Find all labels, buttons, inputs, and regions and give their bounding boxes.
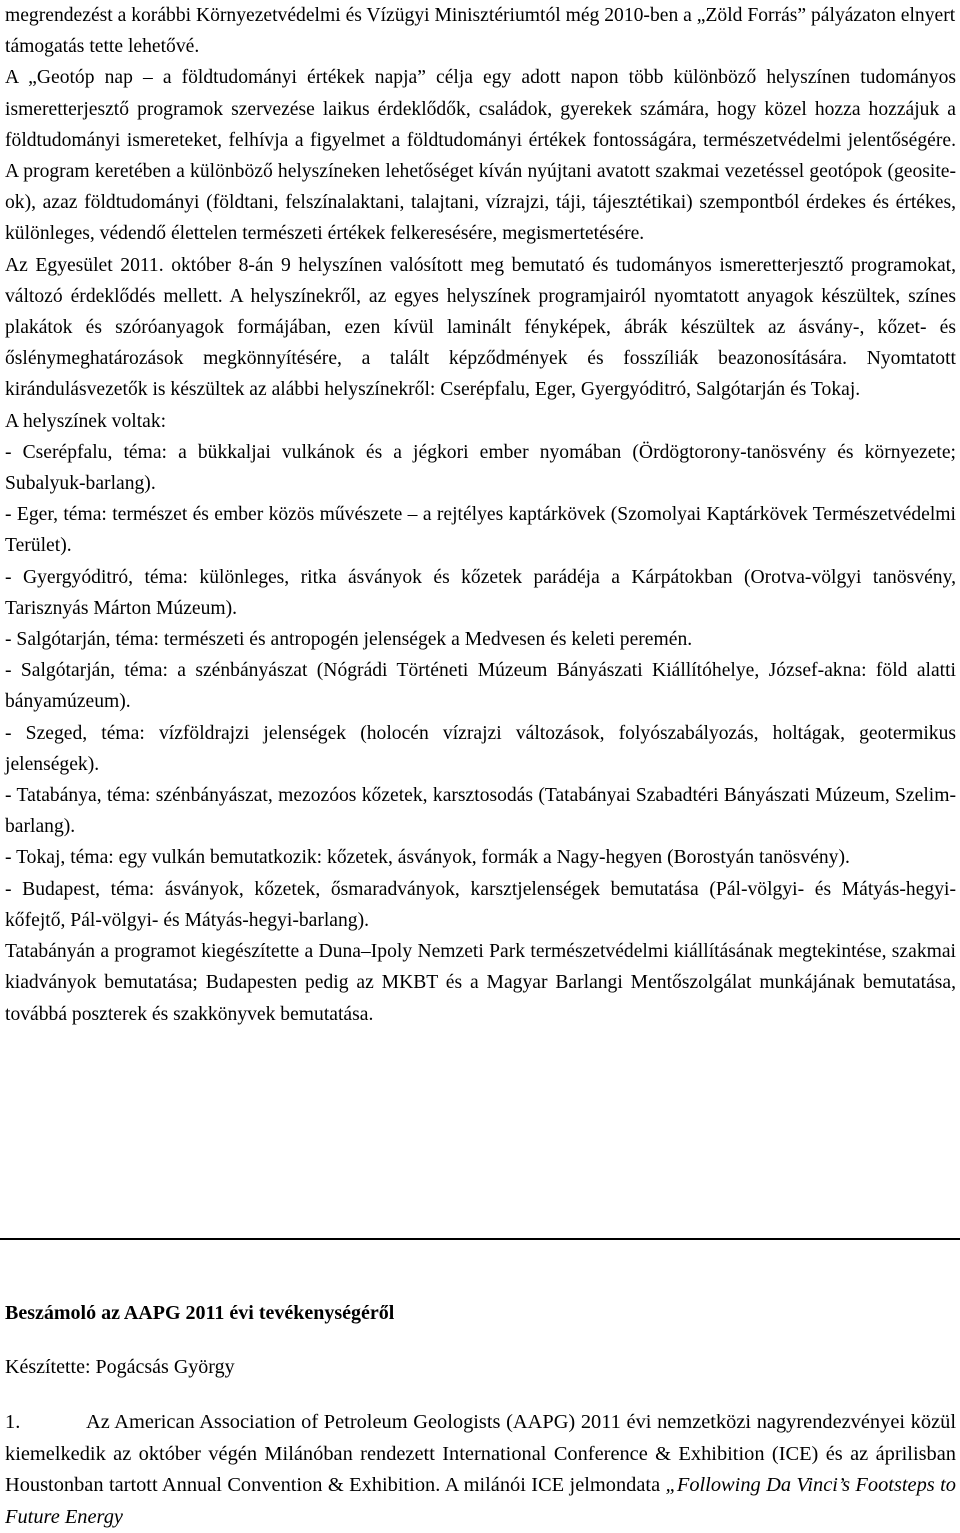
document-body	[5, 0, 956, 1030]
locations-intro: A helyszínek voltak:	[5, 410, 167, 432]
item-text-italic: „Following Da Vinci’s Footsteps to Future Energy	[5, 1474, 956, 1528]
paragraph-geotop-day: A „Geotóp nap – a földtudományi értékek napja” célja egy adott napon több különböző helyszínen tudományos ismeretterjesztő programok szervezése laikus érdeklődők, családok, gyerekek számára, hogy közel hozza hozzájuk a földtudományi ismereteket, felhívja a figyelmet a földtudományi értékek fontosságára, természetvédelmi jelentőségére. A program keretében a különböző helyszíneken lehetőséget kíván nyújtani avatott szakmai vezetéssel geotópok (geosite-ok), azaz földtudományi (földtani, felszínalaktani, talajtani, vízrajzi, táji, tájesztétikai) szempontból érdekes és értékes, különleges, védendő élettelen természeti értékek felkeresésére, megismertetésére.	[5, 67, 956, 245]
list-item: - Gyergyóditró, téma: különleges, ritka ásványok és kőzetek parádéja a Kárpátokban (Orotva-völgyi tanösvény, Tarisznyás Márton Múzeum).	[5, 566, 956, 619]
list-item: - Budapest, téma: ásványok, kőzetek, ősmaradványok, karsztjelenségek bemutatása (Pál-völgyi- és Mátyás-hegyi-kőfejtő, Pál-völgyi- és Mátyás-hegyi-barlang).	[5, 878, 956, 931]
list-item: - Tokaj, téma: egy vulkán bemutatkozik: kőzetek, ásványok, formák a Nagy-hegyen (Borostyán tanösvény).	[5, 847, 850, 869]
paragraph-association: Az Egyesület 2011. október 8-án 9 helyszínen valósított meg bemutató és tudományos ismeretterjesztő programokat, változó érdeklődés mellett. A helyszínekről, az egyes helyszínek programjairól nyomtatott anyagok készültek, színes plakátok és szóróanyagok formájában, ezen kívül laminált fényképek, ábrák készültek az ásvány-, kőzet- és őslénymeghatározások megkönnyítésére, a talált képződmények és fosszíliák beazonosítására. Nyomtatott kirándulásvezetők is készültek az alábbi helyszínekről: Cserépfalu, Eger, Gyergyóditró, Salgótarján és Tokaj.	[5, 254, 956, 401]
numbered-paragraph	[5, 1407, 956, 1533]
item-number: 1.	[5, 1411, 21, 1433]
paragraph-closing: Tatabányán a programot kiegészítette a Duna–Ipoly Nemzeti Park természetvédelmi kiállításának megtekintése, szakmai kiadványok bemutatása; Budapesten pedig az MKBT és a Magyar Barlangi Mentőszolgálat munkájának bemutatása, továbbá poszterek és szakkönyvek bemutatása.	[5, 941, 956, 1025]
locations-list	[5, 437, 956, 936]
paragraph-intro: megrendezést a korábbi Környezetvédelmi és Vízügyi Minisztériumtól még 2010-ben a „Zöld Forrás” pályázaton elnyert támogatás tette lehetővé.	[5, 5, 956, 58]
list-item: - Eger, téma: természet és ember közös művészete – a rejtélyes kaptárkövek (Szomolyai Kaptárkövek Természetvédelmi Terület).	[5, 504, 956, 557]
list-item: - Salgótarján, téma: természeti és antropogén jelenségek a Medvesen és keleti peremén.	[5, 629, 693, 651]
report-heading: Beszámoló az AAPG 2011 évi tevékenységéről	[5, 1302, 395, 1324]
list-item: - Szeged, téma: vízföldrajzi jelenségek (holocén vízrajzi változások, folyószabályozás, holtágak, geotermikus jelenségek).	[5, 722, 956, 775]
list-item: - Cserépfalu, téma: a bükkaljai vulkánok és a jégkori ember nyomában (Ördögtorony-tanösvény és környezete; Subalyuk-barlang).	[5, 441, 956, 495]
section-divider	[0, 1238, 960, 1240]
list-item: - Tatabánya, téma: szénbányászat, mezozóos kőzetek, karsztosodás (Tatabányai Szabadtéri Bányászati Múzeum, Szelim-barlang).	[5, 785, 956, 838]
report-author: Készítette: Pogácsás György	[5, 1356, 235, 1378]
list-item: - Salgótarján, téma: a szénbányászat (Nógrádi Történeti Múzeum Bányászati Kiállítóhelye, József-akna: föld alatti bányamúzeum).	[5, 660, 956, 713]
item-text: Az American Association of Petroleum Geologists (AAPG) 2011 évi nemzetközi nagyrendezvényei közül kiemelkedik az október végén Milánóban rendezett International Conference & Exhibition (ICE) és az áprilisban Houstonban tartott Annual Convention & Exhibition. A milánói ICE jelmondata	[5, 1411, 956, 1496]
